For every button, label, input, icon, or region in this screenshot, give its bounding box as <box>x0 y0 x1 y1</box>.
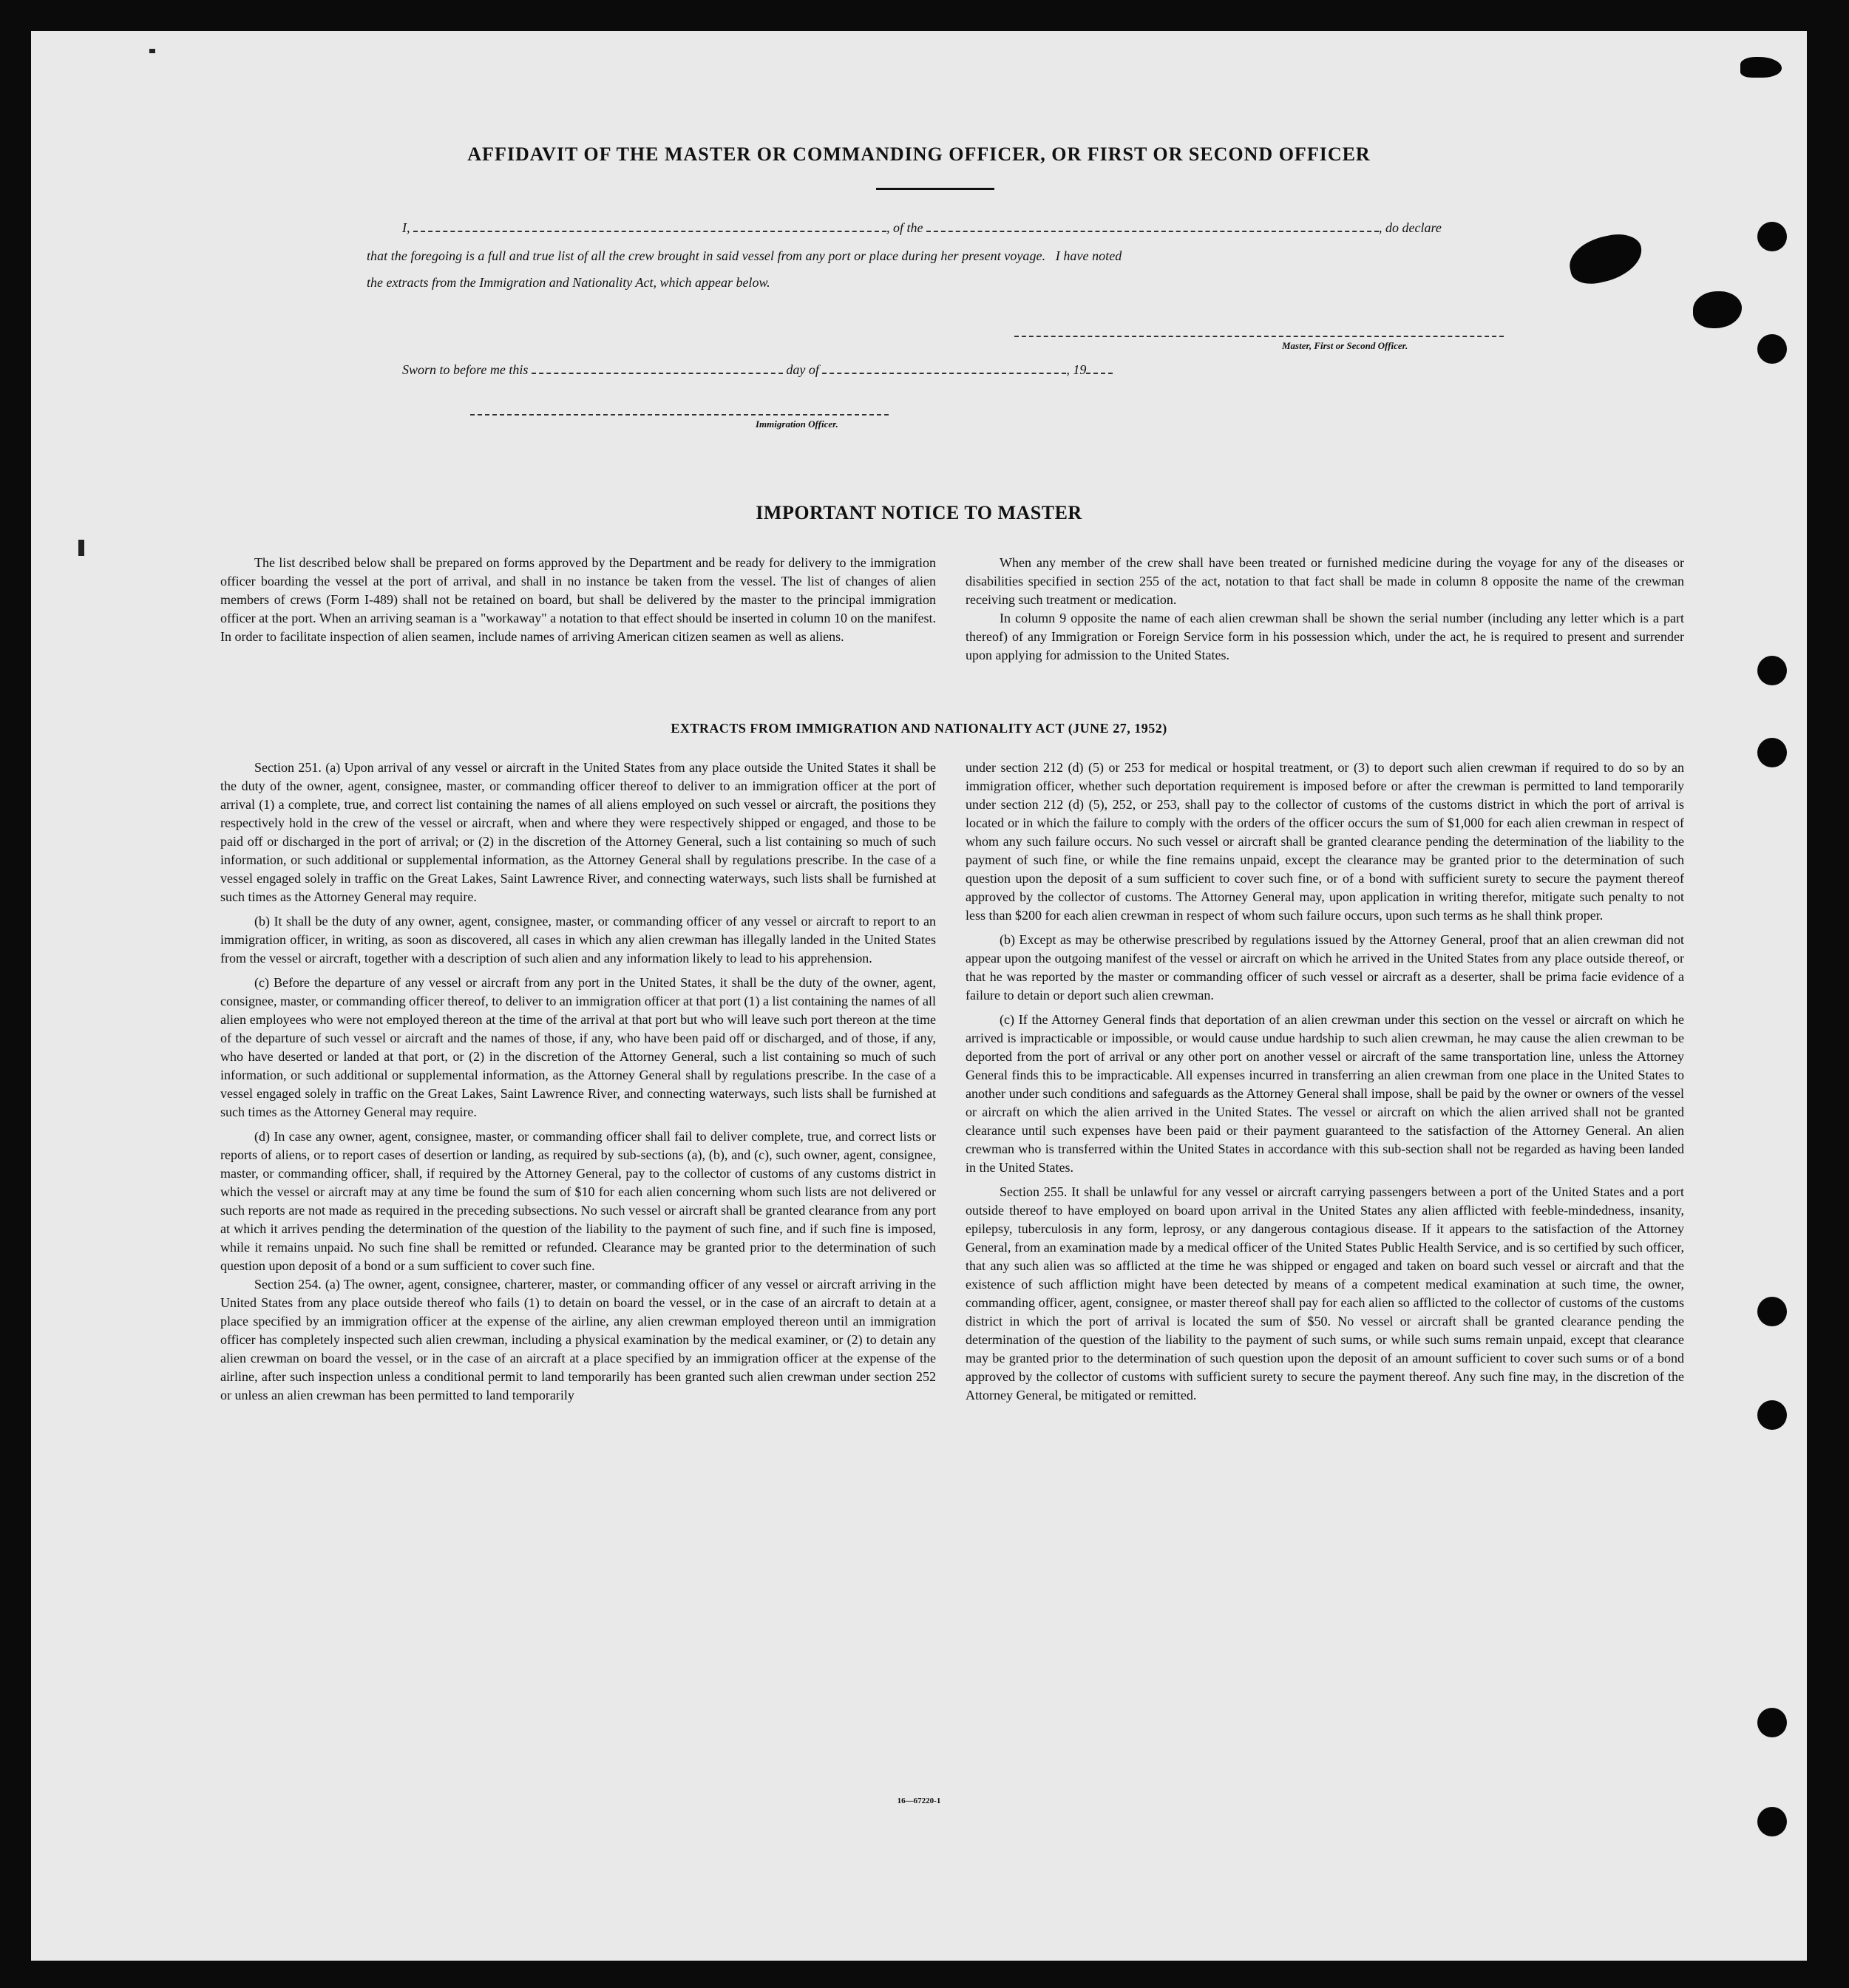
i-label: I, <box>402 220 410 235</box>
section-251b: (b) It shall be the duty of any owner, agent, consignee, master, or commanding officer of any vessel or aircraft to report to an immigration officer, in writing, as soon as discovered, all cases in which any alien crewman has illegally landed in the United States from the vessel or aircraft, together with a description of such alien and any information likely to lead to his apprehension. <box>220 914 936 966</box>
notice-paragraph: In column 9 opposite the name of each alien crewman shall be shown the serial number (including any letter which is a part thereof) of any Immigration or Foreign Service form in his possession which, under the act, he is required to present and surrender upon applying for admission to the United States. <box>966 611 1684 662</box>
section-254b: (b) Except as may be otherwise prescribed by regulations issued by the Attorney General, proof that an alien crewman did not appear upon the outgoing manifest of the vessel or aircraft on which he arrived in the United States from any place outside thereof, or that he was reported by the master or commanding officer of such vessel or aircraft as a deserter, shall be prima facie evidence of a failure to detain or deport such alien crewman. <box>966 932 1684 1003</box>
punch-hole <box>1757 738 1787 767</box>
section-255: Section 255. It shall be unlawful for any vessel or aircraft carrying passengers between a port of the United States and a port outside thereof to have employed on board upon arrival in the United States any alien afflicted with feeble-mindedness, insanity, epilepsy, tuberculosis in any form, leprosy, or any dangerous contagious disease. If it appears to the satisfaction of the Attorney General, from an examination made by a medical officer of the United States Public Health Service, and is so certified by such officer, that any such alien was so afflicted at the time he was shipped or engaged and taken on board such vessel or aircraft and that the existence of such affliction might have been detected by means of a competent medical examination at such time, the owner, commanding officer, agent, consignee, or master thereof shall pay for each alien so afflicted to the collector of customs of the customs district in which the port of arrival is located the sum of $50. No vessel or aircraft shall be granted clearance pending the determination of the question of the liability to the payment of such sums, or while such sums remain unpaid, except that clearance may be granted prior to the determination of such question upon the deposit of an amount sufficient to cover such sums or of a bond approved by the collector of customs with sufficient surety to secure the payment thereof. Any such fine may, in the discretion of the Attorney General, be mitigated or remitted. <box>966 1184 1684 1402</box>
master-signature-line[interactable] <box>1014 336 1504 337</box>
vessel-blank <box>926 220 1379 232</box>
sworn-label: Sworn to before me this <box>402 362 529 377</box>
affidavit-title: AFFIDAVIT OF THE MASTER OR COMMANDING OFFICER, OR FIRST OR SECOND OFFICER <box>467 143 1371 165</box>
punch-hole <box>1757 334 1787 364</box>
sworn-line <box>402 362 1113 378</box>
punch-hole <box>1757 1807 1787 1836</box>
of-the-label: , of the <box>886 220 923 235</box>
day-of-label: day of <box>786 362 819 377</box>
declare-label: , do declare <box>1379 220 1442 235</box>
extracts-left-column <box>220 759 936 1405</box>
day-blank[interactable] <box>532 362 783 374</box>
section-254a: Section 254. (a) The owner, agent, consignee, charterer, master, or commanding officer of any vessel or aircraft arriving in the United States from any place outside thereof who fails (1) to detain on board the vessel, or in the case of an aircraft to detain at a place specified by an immigration officer at the expense of the airline, any alien crewman employed thereon until an immigration officer has completely inspected such alien crewman, including a physical examination by the medical examiner, or (2) to detain any alien crewman on board the vessel, or in the case of an aircraft at a place specified by an immigration officer at the expense of the airline, after such inspection unless a conditional permit to land temporarily has been granted such alien crewman under section 252 or unless an alien crewman has been permitted to land temporarily <box>220 1277 936 1402</box>
extracts-title: EXTRACTS FROM IMMIGRATION AND NATIONALITY ACT (JUNE 27, 1952) <box>671 721 1167 736</box>
year-label: , 19 <box>1066 362 1087 377</box>
punch-hole <box>1757 656 1787 685</box>
ink-speck <box>78 540 84 556</box>
ink-blot <box>1693 291 1742 328</box>
section-251a: Section 251. (a) Upon arrival of any vessel or aircraft in the United States from any place outside the United States it shall be the duty of the owner, agent, consignee, master, or commanding officer thereof to deliver to an immigration officer at the port of arrival (1) a complete, true, and correct list containing the names of all aliens employed on such vessel or aircraft, the positions they respectively hold in the crew of the vessel or aircraft, when and where they were respectively shipped or engaged, and those to be paid off or discharged in the port of arrival; or (2) in the discretion of the Attorney General, such a list containing so much of such information, or such additional or supplemental information, as the Attorney General shall by regulations prescribe. In the case of a vessel engaged solely in traffic on the Great Lakes, Saint Lawrence River, and connecting waterways, such lists shall be furnished at such times as the Attorney General may require. <box>220 760 936 904</box>
form-code: 16—67220-1 <box>897 1797 941 1805</box>
affidavit-line-2: that the foregoing is a full and true list of all the crew brought in said vessel from any port or place during her present voyage. I have noted <box>367 248 1122 263</box>
notice-paragraph: The list described below shall be prepared on forms approved by the Department and be ready for delivery to the immigration officer boarding the vessel at the port of arrival, and shall in no instance be taken from the vessel. The list of changes of alien members of crews (Form I-489) shall not be retained on board, but shall be delivered by the master to the principal immigration officer at the port. When an arriving seaman is a "workaway" a notation to that effect should be inserted in column 10 on the manifest. In order to facilitate inspection of alien seamen, include names of arriving American citizen seamen as well as aliens. <box>220 555 936 644</box>
punch-hole <box>1757 222 1787 251</box>
section-254a-continued: under section 212 (d) (5) or 253 for medical or hospital treatment, or (3) to deport such alien crewman if required to do so by an immigration officer, whether such deportation requirement is imposed before or after the crewman is permitted to land temporarily under section 212 (d) (5), 252, or 253, shall pay to the collector of customs of the customs district in which the port of arrival is located or in which the failure to comply with the orders of the officer occurs the sum of $1,000 for each alien crewman in respect of whom any such failure occurs. No such vessel or aircraft shall be granted clearance pending the determination of the liability to the payment of such fine, or while the fine remains unpaid, except the clearance may be granted prior to the determination of such question upon the deposit of a sum sufficient to cover such fine, or of a bond with sufficient surety to secure the payment thereof approved by the collector of customs. The Attorney General may, upon application in writing therefor, mitigate such penalty to not less than $200 for each alien crewman in respect of whom such failure occurs, upon such terms as he shall think proper. <box>966 760 1684 923</box>
notice-paragraph: When any member of the crew shall have been treated or furnished medicine during the voyage for any of the diseases or disabilities specified in section 255 of the act, notation to that fact shall be made in column 8 opposite the name of the crewman receiving such treatment or medication. <box>966 555 1684 607</box>
section-254c: (c) If the Attorney General finds that deportation of an alien crewman under this section on the vessel or aircraft on which he arrived is impracticable or impossible, or would cause undue hardship to such alien crewman, he may cause the alien crewman to be deported from the port of arrival or any other port on another vessel or aircraft of the same transportation line, unless the Attorney General finds this to be impracticable. All expenses incurred in transferring an alien crewman from one place in the United States to another under such conditions and safeguards as the Attorney General shall impose, shall be paid by the owner or owners of the vessel or aircraft on which the alien arrived in the United States. The vessel or aircraft on which the alien arrived shall not be granted clearance until such expenses have been paid or their payment guaranteed to the satisfaction of the Attorney General. An alien crewman who is transferred within the United States in accordance with this sub-section shall not be regarded as having been landed in the United States. <box>966 1012 1684 1175</box>
immigration-officer-label: Immigration Officer. <box>756 418 838 430</box>
affidavit-line-3: the extracts from the Immigration and Nationality Act, which appear below. <box>367 275 770 290</box>
punch-hole <box>1757 1297 1787 1326</box>
master-signature-label: Master, First or Second Officer. <box>1282 340 1408 351</box>
punch-hole <box>1757 1400 1787 1430</box>
section-251d: (d) In case any owner, agent, consignee, master, or commanding officer shall fail to deliver complete, true, and correct lists or reports of aliens, or to report cases of desertion or landing, as required by sub-sections (a), (b), and (c), such owner, agent, consignee, master, or commanding officer, shall, if required by the Attorney General, pay to the collector of customs of any customs district in which the vessel or aircraft may at any time be found the sum of $10 for each alien concerning whom such lists are not delivered or such reports are not made as required in the preceding subsections. No such vessel or aircraft shall be granted clearance from any port at which it arrives pending the determination of the question of the liability to the payment of such fine, and if such fine is imposed, while it remains unpaid. No such fine shall be remitted or refunded. Clearance may be granted prior to the determination of such question upon deposit of a bond or a sum sufficient to cover such fine. <box>220 1129 936 1273</box>
ink-blot <box>1740 57 1782 78</box>
punch-hole <box>1757 1708 1787 1737</box>
notice-left-column <box>220 554 936 646</box>
immigration-officer-signature-line[interactable] <box>470 414 889 415</box>
extracts-right-column <box>966 759 1684 1405</box>
notice-title: IMPORTANT NOTICE TO MASTER <box>756 502 1082 523</box>
title-rule <box>876 188 994 190</box>
name-blank <box>413 220 886 232</box>
year-blank[interactable] <box>1086 362 1113 374</box>
section-251c: (c) Before the departure of any vessel or aircraft from any port in the United States, it shall be the duty of the owner, agent, consignee, master, or commanding officer thereof, to deliver to an immigration officer at that port (1) a list containing the names of all alien employees who were not employed thereon at the time of the arrival at that port but who will leave such port thereon at the time of the departure of such vessel or aircraft and the names of those, if any, who have been paid off or discharged, and of those, if any, who have deserted or landed at that port, or (2) in the discretion of the Attorney General, such a list containing so much of such information, or such additional or supplemental information, as the Attorney General shall by regulations prescribe. In the case of a vessel engaged solely in traffic on the Great Lakes, Saint Lawrence River, and connecting waterways, such lists shall be furnished at such times as the Attorney General may require. <box>220 975 936 1119</box>
ink-blot <box>1565 229 1646 288</box>
notice-right-column <box>966 554 1684 665</box>
affidavit-line-1 <box>402 220 1442 236</box>
document-page <box>31 31 1807 1961</box>
month-blank[interactable] <box>822 362 1066 374</box>
ink-speck <box>149 49 155 53</box>
